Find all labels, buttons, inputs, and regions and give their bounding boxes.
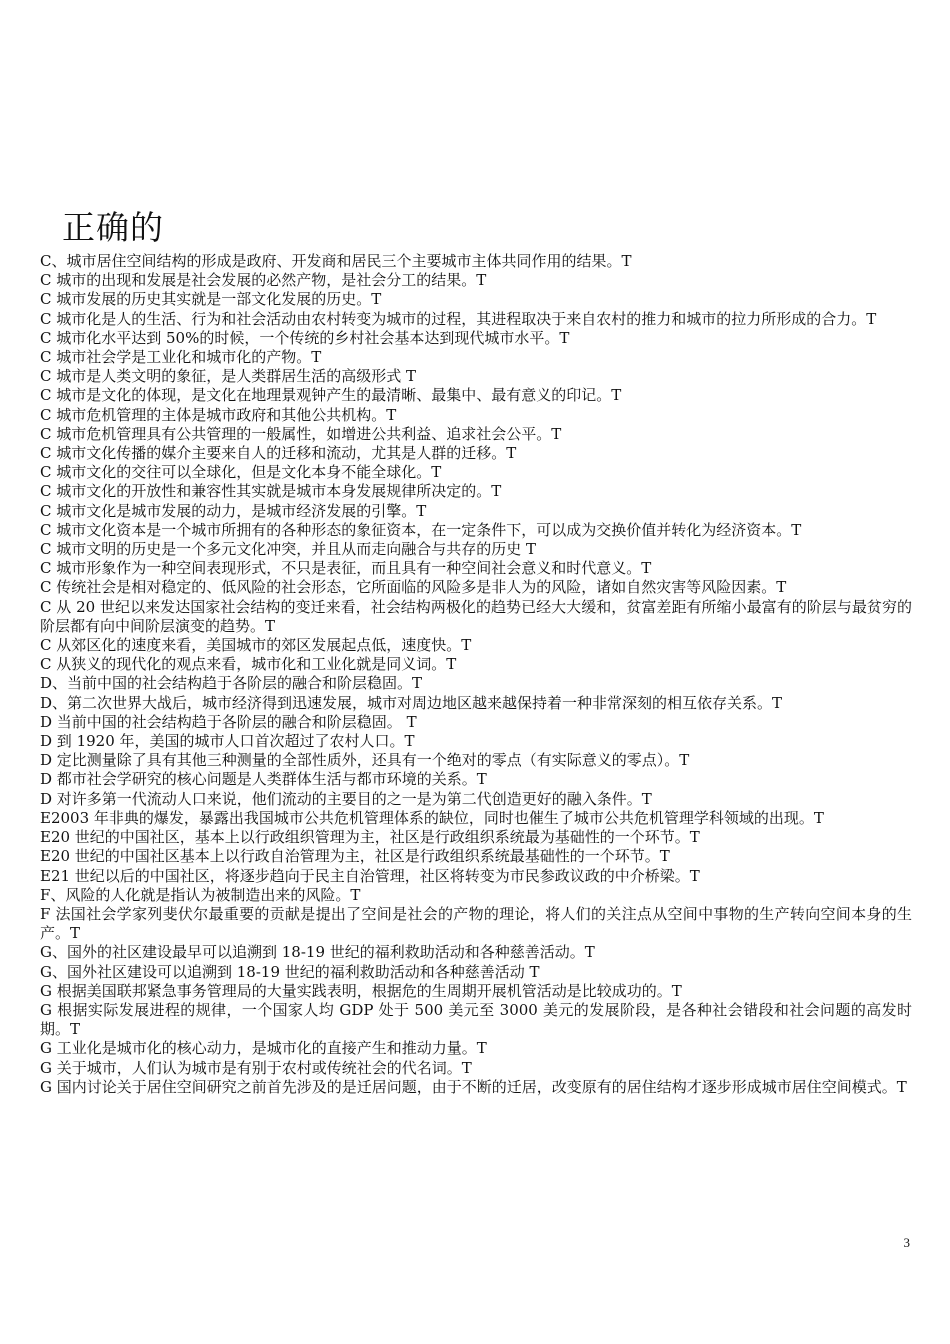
statement-item: C 城市的出现和发展是社会发展的必然产物，是社会分工的结果。T <box>40 271 487 290</box>
statement-item: G、国外社区建设可以追溯到 18-19 世纪的福利救助活动和各种慈善活动 T <box>40 962 540 981</box>
statement-item: C 从狭义的现代化的观点来看，城市化和工业化就是同义词。T <box>40 655 457 674</box>
statement-item: C 城市危机管理的主体是城市政府和其他公共机构。T <box>40 405 397 424</box>
statement-item: C 城市文化的开放性和兼容性其实就是城市本身发展规律所决定的。T <box>40 482 502 501</box>
statement-item: D 都市社会学研究的核心问题是人类群体生活与都市环境的关系。T <box>40 770 487 789</box>
statement-item: C 传统社会是相对稳定的、低风险的社会形态，它所面临的风险多是非人为的风险，诸如自然灾害等风险因素。T <box>40 578 787 597</box>
statement-item: E21 世纪以后的中国社区，将逐步趋向于民主自治管理，社区将转变为市民参政议政的中介桥梁。T <box>40 866 700 885</box>
statement-item: E20 世纪的中国社区基本上以行政自治管理为主，社区是行政组织系统最基础性的一个环节。T <box>40 847 670 866</box>
statement-item: C 城市文明的历史是一个多元文化冲突，并且从而走向融合与共存的历史 T <box>40 540 537 559</box>
statement-item: C 从 20 世纪以来发达国家社会结构的变迁来看，社会结构两极化的趋势已经大大缓和，贫富差距有所缩小最富有的阶层与最贫穷的阶层都有向中间阶层演变的趋势。T <box>40 597 912 635</box>
statement-item: D 当前中国的社会结构趋于各阶层的融合和阶层稳固。 T <box>40 712 417 731</box>
page-number: 3 <box>903 1235 910 1250</box>
statement-item: C 城市社会学是工业化和城市化的产物。T <box>40 348 322 367</box>
page-heading: 正确的 <box>62 208 164 247</box>
statement-item: D 对许多第一代流动人口来说，他们流动的主要目的之一是为第二代创造更好的融入条件。T <box>40 789 652 808</box>
statement-item: C、城市居住空间结构的形成是政府、开发商和居民三个主要城市主体共同作用的结果。T <box>40 252 632 270</box>
statement-item: D 到 1920 年，美国的城市人口首次超过了农村人口。T <box>40 732 415 751</box>
statement-item: D 定比测量除了具有其他三种测量的全部性质外，还具有一个绝对的零点（有实际意义的零点）。T <box>40 751 690 770</box>
statement-item: G 根据实际发展进程的规律，一个国家人均 GDP 处于 500 美元至 3000 美元的发展阶段，是各种社会错段和社会问题的高发时期。T <box>40 1000 912 1039</box>
statement-item: G 关于城市，人们认为城市是有别于农村或传统社会的代名词。T <box>40 1058 472 1077</box>
statement-item: G 根据美国联邦紧急事务管理局的大量实践表明，根据危的生周期开展机管活动是比较成功的。T <box>40 981 682 1000</box>
statement-item: C 城市文化资本是一个城市所拥有的各种形态的象征资本，在一定条件下，可以成为交换价值并转化为经济资本。T <box>40 520 802 539</box>
statement-item: F 法国社会学家列斐伏尔最重要的贡献是提出了空间是社会的产物的理论，将人们的关注点从空间中事物的生产转向空间本身的生产。T <box>40 904 912 943</box>
statement-item: D、当前中国的社会结构趋于各阶层的融合和阶层稳固。T <box>40 674 423 693</box>
statement-item: G、国外的社区建设最早可以追溯到 18-19 世纪的福利救助活动和各种慈善活动。T <box>40 943 595 962</box>
statement-list <box>40 252 912 1097</box>
statement-item: C 城市文化的交往可以全球化，但是文化本身不能全球化。T <box>40 463 442 482</box>
statement-item: C 从郊区化的速度来看，美国城市的郊区发展起点低，速度快。T <box>40 636 472 655</box>
statement-item: G 国内讨论关于居住空间研究之前首先涉及的是迁居问题，由于不断的迁居，改变原有的居住结构才逐步形成城市居住空间模式。T <box>40 1077 907 1096</box>
statement-item: D、第二次世界大战后，城市经济得到迅速发展，城市对周边地区越来越保持着一种非常深刻的相互依存关系。T <box>40 693 783 712</box>
statement-item: C 城市化水平达到 50%的时候，一个传统的乡村社会基本达到现代城市水平。T <box>40 328 570 347</box>
statement-item: E2003 年非典的爆发，暴露出我国城市公共危机管理体系的缺位，同时也催生了城市公共危机管理学科领域的出现。T <box>40 808 824 827</box>
statement-item: G 工业化是城市化的核心动力，是城市化的直接产生和推动力量。T <box>40 1039 487 1058</box>
statement-item: C 城市化是人的生活、行为和社会活动由农村转变为城市的过程，其进程取决于来自农村的推力和城市的拉力所形成的合力。T <box>40 309 877 328</box>
statement-item: C 城市文化传播的媒介主要来自人的迁移和流动，尤其是人群的迁移。T <box>40 444 517 463</box>
statement-item: C 城市文化是城市发展的动力，是城市经济发展的引擎。T <box>40 501 427 520</box>
statement-item: C 城市危机管理具有公共管理的一般属性，如增进公共利益、追求社会公平。T <box>40 424 562 443</box>
statement-item: C 城市是文化的体现，是文化在地理景观钟产生的最清晰、最集中、最有意义的印记。T <box>40 386 622 405</box>
statement-item: C 城市是人类文明的象征，是人类群居生活的高级形式 T <box>40 367 417 386</box>
statement-item: F、风险的人化就是指认为被制造出来的风险。T <box>40 885 361 904</box>
statement-item: C 城市发展的历史其实就是一部文化发展的历史。T <box>40 290 382 309</box>
statement-item: E20 世纪的中国社区，基本上以行政组织管理为主，社区是行政组织系统最为基础性的一个环节。T <box>40 828 700 847</box>
statement-item: C 城市形象作为一种空间表现形式，不只是表征，而且具有一种空间社会意义和时代意义。T <box>40 559 652 578</box>
